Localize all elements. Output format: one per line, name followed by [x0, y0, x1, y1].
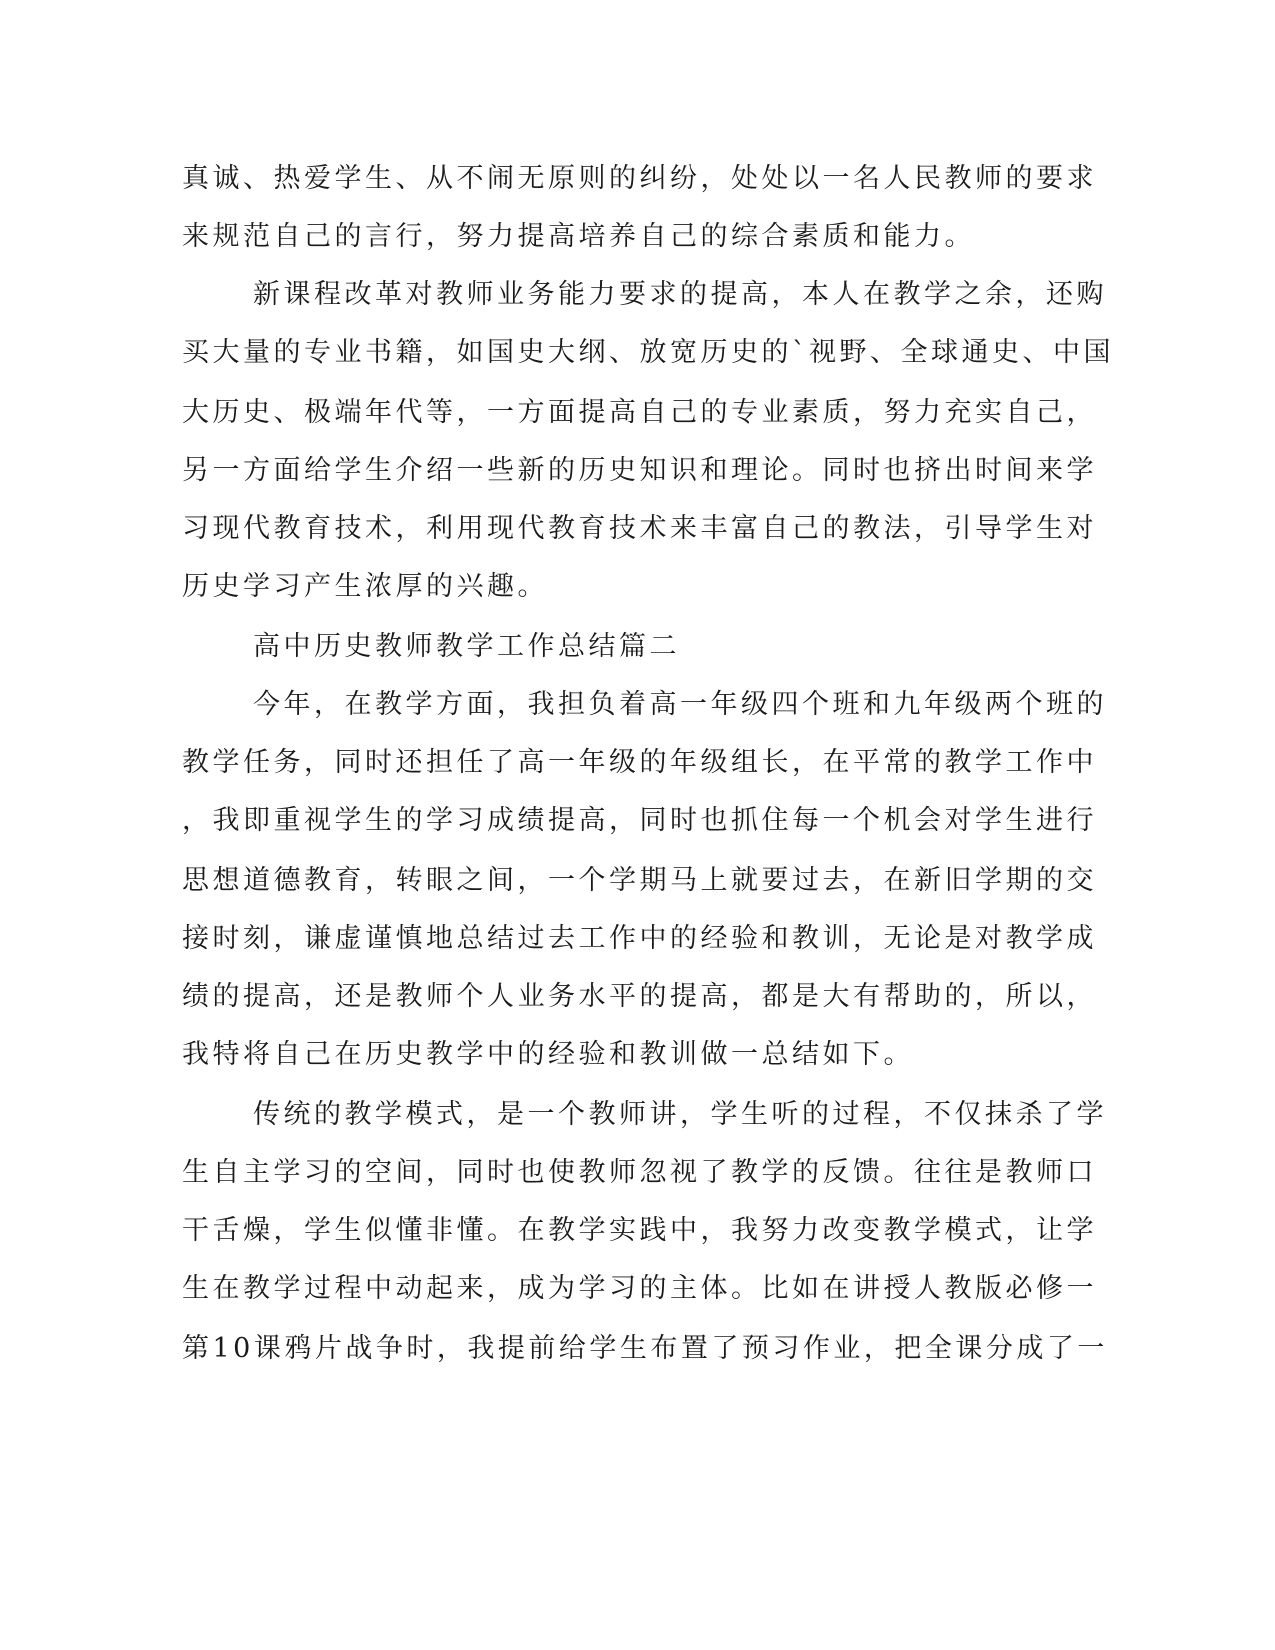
text-line: 绩的提高，还是教师个人业务水平的提高，都是大有帮助的，所以，	[182, 981, 1097, 1012]
paragraph-first-line: 传统的教学模式，是一个教师讲，学生听的过程，不仅抹杀了学	[253, 1099, 1107, 1130]
text-line: 真诚、热爱学生、从不闹无原则的纠纷，处处以一名人民教师的要求	[182, 163, 1097, 194]
text-line: 我特将自己在历史教学中的经验和教训做一总结如下。	[182, 1039, 914, 1070]
text-line: ，我即重视学生的学习成绩提高，同时也抓住每一个机会对学生进行	[182, 805, 1097, 836]
text-line: 干舌燥，学生似懂非懂。在教学实践中，我努力改变教学模式，让学	[182, 1215, 1097, 1246]
paragraph-first-line: 新课程改革对教师业务能力要求的提高，本人在教学之余，还购	[253, 279, 1107, 310]
text-line: 思想道德教育，转眼之间，一个学期马上就要过去，在新旧学期的交	[182, 865, 1097, 896]
text-line: 第10课鸦片战争时，我提前给学生布置了预习作业，把全课分成了一	[182, 1333, 1108, 1364]
text-line: 历史学习产生浓厚的兴趣。	[182, 571, 548, 602]
section-heading: 高中历史教师教学工作总结篇二	[253, 631, 680, 662]
text-line: 来规范自己的言行，努力提高培养自己的综合素质和能力。	[182, 221, 975, 252]
text-line: 接时刻，谦虚谨慎地总结过去工作中的经验和教训，无论是对教学成	[182, 923, 1097, 954]
paragraph-first-line: 今年，在教学方面，我担负着高一年级四个班和九年级两个班的	[253, 689, 1107, 720]
text-line: 教学任务，同时还担任了高一年级的年级组长，在平常的教学工作中	[182, 747, 1097, 778]
text-line: 生在教学过程中动起来，成为学习的主体。比如在讲授人教版必修一	[182, 1273, 1097, 1304]
text-line: 大历史、极端年代等，一方面提高自己的专业素质，努力充实自己，	[182, 397, 1097, 428]
text-line: 买大量的专业书籍，如国史大纲、放宽历史的`视野、全球通史、中国	[182, 337, 1114, 368]
text-line: 另一方面给学生介绍一些新的历史知识和理论。同时也挤出时间来学	[182, 455, 1097, 486]
text-line: 习现代教育技术，利用现代教育技术来丰富自己的教法，引导学生对	[182, 513, 1097, 544]
text-line: 生自主学习的空间，同时也使教师忽视了教学的反馈。往往是教师口	[182, 1157, 1097, 1188]
